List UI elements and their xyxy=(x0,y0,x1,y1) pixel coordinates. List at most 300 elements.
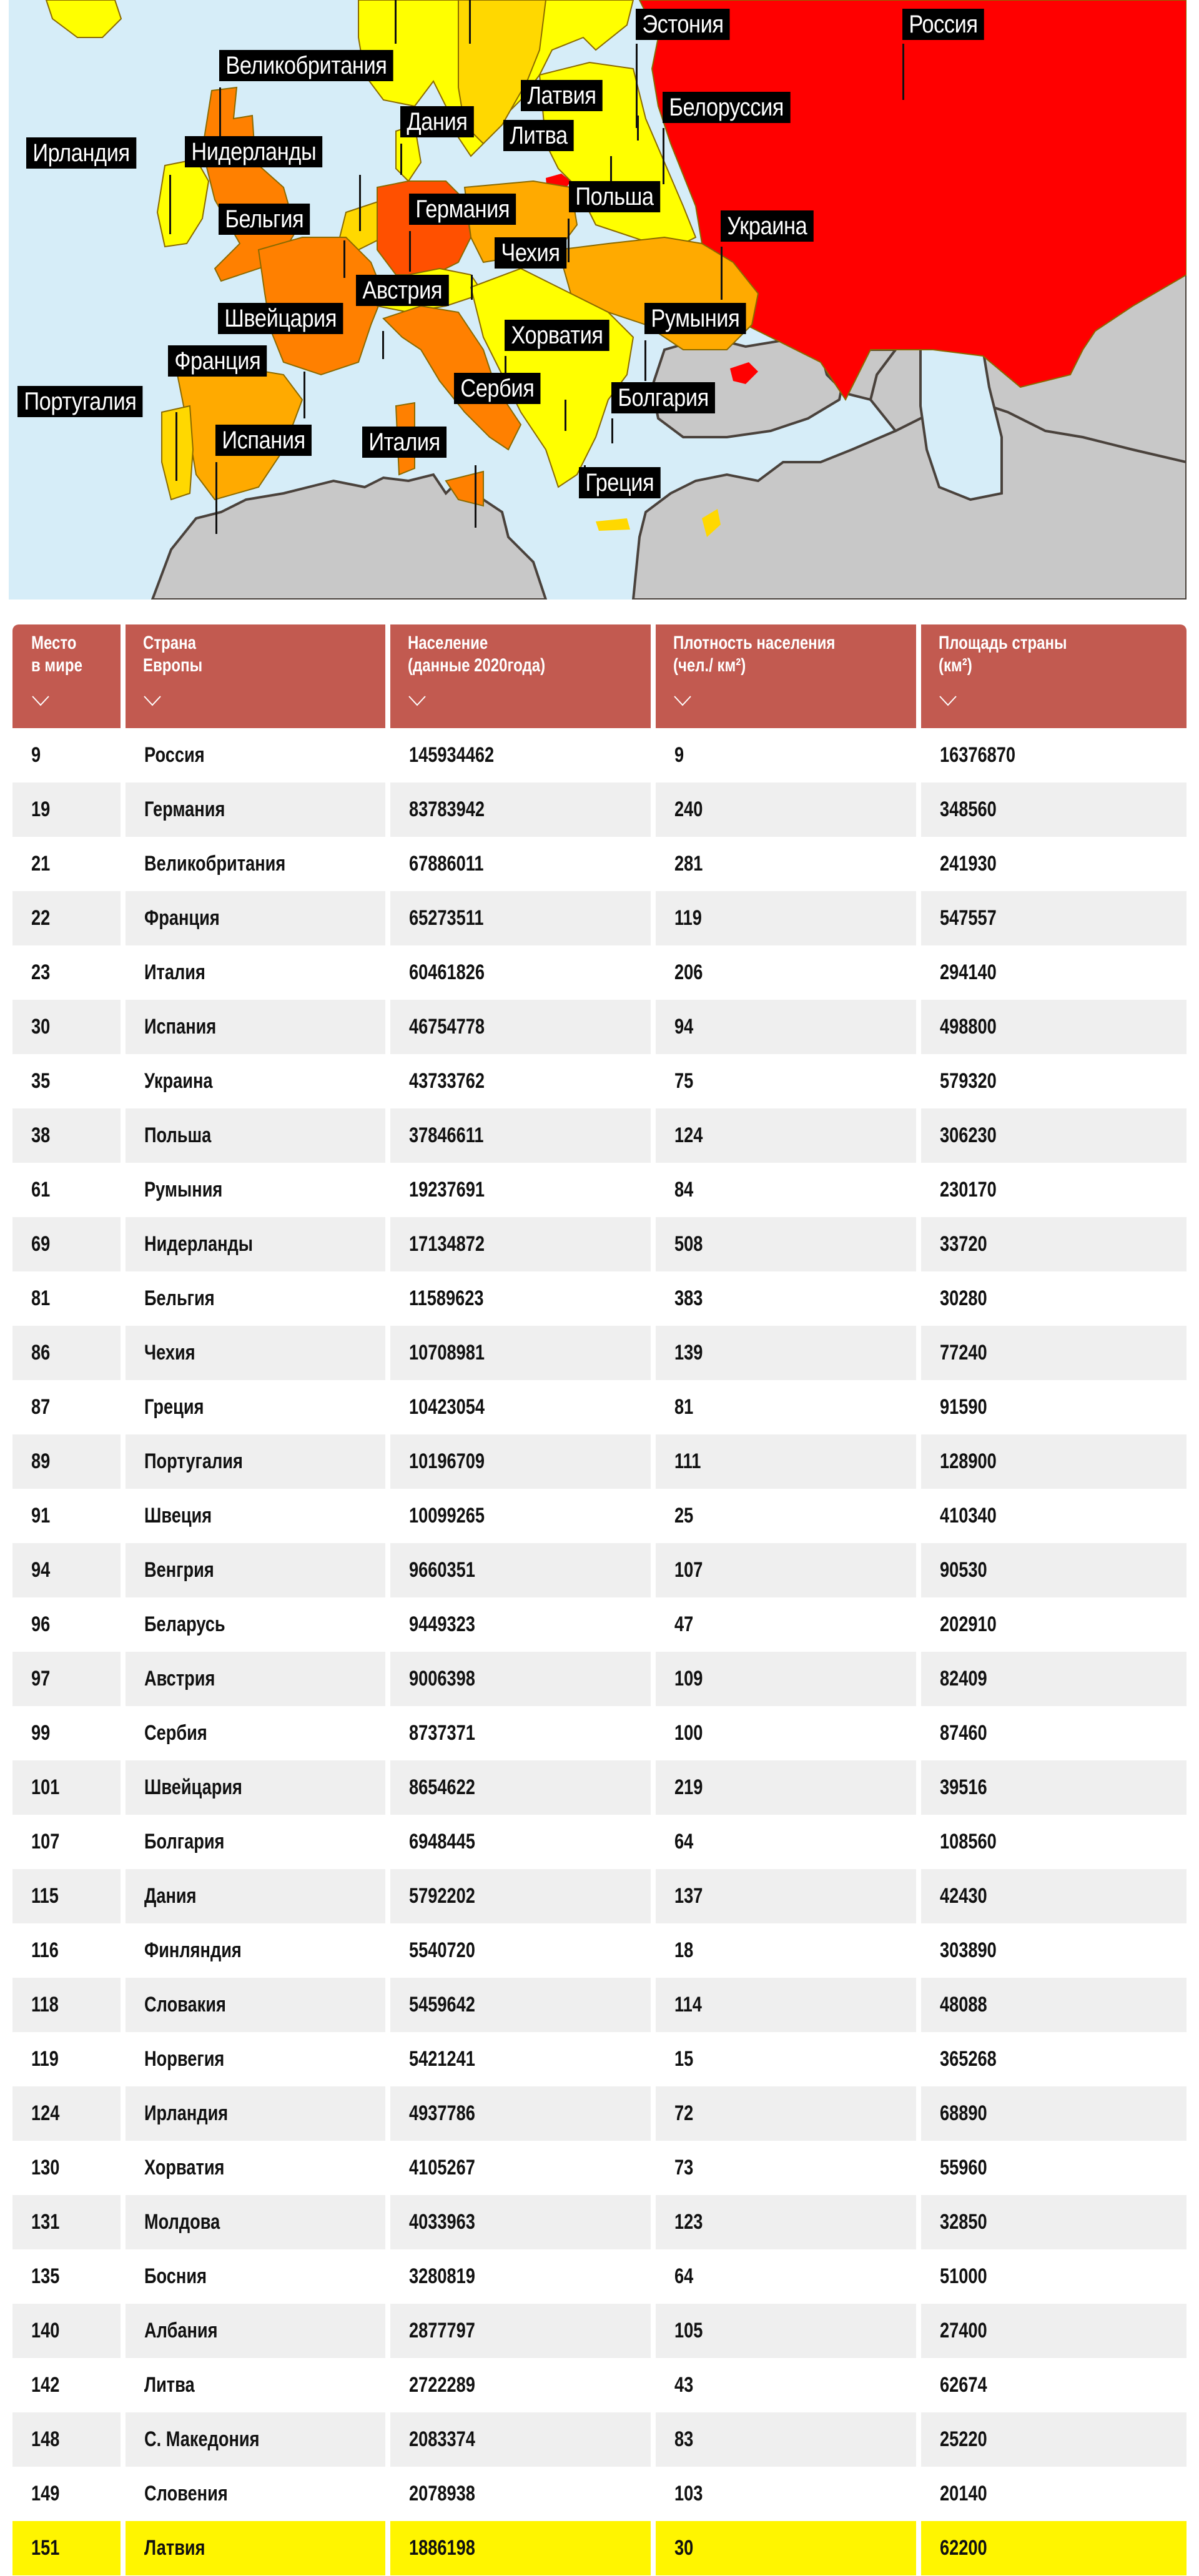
cell-density-text: 111 xyxy=(674,1449,701,1473)
cell-world-rank-text: 119 xyxy=(31,2047,59,2071)
cell-density xyxy=(656,891,916,945)
cell-density-text: 75 xyxy=(674,1069,694,1093)
cell-population-text: 67886011 xyxy=(409,852,484,876)
cell-world-rank-text: 140 xyxy=(31,2319,60,2342)
leader-line xyxy=(215,462,217,534)
table-row xyxy=(12,1326,1187,1380)
cell-density-text: 508 xyxy=(674,1232,703,1256)
leader-line xyxy=(395,0,397,44)
cell-density-text: 84 xyxy=(674,1178,694,1202)
cell-density-text: 105 xyxy=(674,2319,703,2342)
cell-population-text: 83783942 xyxy=(409,797,485,821)
cell-area-text: 294140 xyxy=(940,960,997,984)
leader-line xyxy=(469,0,471,44)
cell-population xyxy=(390,1108,651,1163)
table-row xyxy=(12,2521,1187,2575)
cell-population-text: 10708981 xyxy=(409,1341,485,1364)
cell-area xyxy=(921,2195,1187,2249)
cell-density-text: 64 xyxy=(674,2264,694,2288)
cell-area xyxy=(921,1434,1187,1489)
cell-country xyxy=(126,1543,385,1597)
cell-world-rank-text: 97 xyxy=(31,1667,51,1690)
cell-area xyxy=(921,1760,1187,1815)
header-label: в мире xyxy=(31,655,82,676)
cell-country xyxy=(126,1597,385,1652)
header-label: (данные 2020года) xyxy=(408,655,546,676)
cell-population xyxy=(390,782,651,837)
cell-area-text: 33720 xyxy=(940,1232,987,1256)
cell-density xyxy=(656,1271,916,1326)
cell-world-rank-text: 149 xyxy=(31,2482,60,2505)
cell-world-rank-text: 91 xyxy=(31,1504,51,1527)
cell-population xyxy=(390,2467,651,2521)
cell-density xyxy=(656,1652,916,1706)
cell-area-text: 108560 xyxy=(940,1830,997,1853)
cell-population xyxy=(390,2195,651,2249)
cell-density xyxy=(656,2141,916,2195)
cell-area xyxy=(921,1597,1187,1652)
cell-world-rank xyxy=(12,1923,121,1978)
cell-country-text: Испания xyxy=(144,1015,217,1039)
cell-country xyxy=(126,1163,385,1217)
cell-country xyxy=(126,891,385,945)
map-label-serbia: Сербия xyxy=(454,373,541,404)
cell-density xyxy=(656,2086,916,2141)
cell-area xyxy=(921,2467,1187,2521)
cell-population-text: 4937786 xyxy=(409,2101,475,2125)
cell-area xyxy=(921,1000,1187,1054)
cell-area-text: 20140 xyxy=(940,2482,987,2505)
cell-population xyxy=(390,2358,651,2412)
cell-country-text: Италия xyxy=(144,960,205,984)
cell-country xyxy=(126,2032,385,2086)
cell-area xyxy=(921,1326,1187,1380)
column-header-population[interactable] xyxy=(390,624,651,728)
cell-density-text: 18 xyxy=(674,1938,694,1962)
cell-country xyxy=(126,2412,385,2467)
map-label-poland: Польша xyxy=(569,181,660,212)
cell-area xyxy=(921,891,1187,945)
cell-country-text: Чехия xyxy=(144,1341,195,1364)
leader-line xyxy=(409,231,411,272)
cell-density-text: 9 xyxy=(674,743,684,767)
cell-country-text: Ирландия xyxy=(144,2101,229,2125)
cell-population xyxy=(390,728,651,782)
cell-country xyxy=(126,2195,385,2249)
cell-density-text: 83 xyxy=(674,2427,694,2451)
chevron-down-icon[interactable] xyxy=(408,694,427,707)
leader-line xyxy=(169,175,171,234)
cell-world-rank-text: 87 xyxy=(31,1395,51,1419)
cell-density-text: 100 xyxy=(674,1721,703,1745)
cell-world-rank xyxy=(12,1706,121,1760)
cell-area xyxy=(921,2304,1187,2358)
cell-world-rank-text: 30 xyxy=(31,1015,51,1039)
column-header-density[interactable] xyxy=(656,624,916,728)
map-label-ireland: Ирландия xyxy=(26,137,136,169)
cell-density xyxy=(656,1108,916,1163)
cell-population xyxy=(390,1054,651,1108)
column-header-world-rank[interactable] xyxy=(12,624,121,728)
table-row xyxy=(12,1597,1187,1652)
header-label: Население xyxy=(408,633,488,653)
cell-area xyxy=(921,1489,1187,1543)
cell-population xyxy=(390,1597,651,1652)
cell-country xyxy=(126,2467,385,2521)
table-row xyxy=(12,2412,1187,2467)
cell-population xyxy=(390,1000,651,1054)
cell-population xyxy=(390,2412,651,2467)
cell-population xyxy=(390,1163,651,1217)
cell-world-rank xyxy=(12,1000,121,1054)
leader-line xyxy=(902,44,904,100)
cell-area xyxy=(921,1923,1187,1978)
cell-population xyxy=(390,2249,651,2304)
leader-line xyxy=(610,156,612,184)
cell-density-text: 64 xyxy=(674,1830,694,1853)
cell-country-text: Бельгия xyxy=(144,1286,215,1310)
cell-area xyxy=(921,1869,1187,1923)
cell-area xyxy=(921,2086,1187,2141)
cell-country xyxy=(126,1434,385,1489)
cell-world-rank-text: 116 xyxy=(31,1938,59,1962)
table-row xyxy=(12,1869,1187,1923)
cell-population-text: 37846611 xyxy=(409,1123,484,1147)
cell-world-rank xyxy=(12,2521,121,2575)
cell-country xyxy=(126,1489,385,1543)
cell-population xyxy=(390,1815,651,1869)
cell-world-rank xyxy=(12,2195,121,2249)
header-label: Площадь страны xyxy=(939,633,1067,653)
cell-population xyxy=(390,1652,651,1706)
cell-world-rank-text: 131 xyxy=(31,2210,60,2234)
cell-area xyxy=(921,782,1187,837)
cell-area-text: 51000 xyxy=(940,2264,987,2288)
cell-area-text: 128900 xyxy=(940,1449,997,1473)
cell-density-text: 25 xyxy=(674,1504,694,1527)
table-row xyxy=(12,1217,1187,1271)
table-row xyxy=(12,2032,1187,2086)
cell-population xyxy=(390,891,651,945)
table-row xyxy=(12,1054,1187,1108)
cell-country-text: Литва xyxy=(144,2373,195,2397)
cell-area xyxy=(921,1815,1187,1869)
table-row xyxy=(12,2249,1187,2304)
table-row xyxy=(12,1543,1187,1597)
cell-country-text: Норвегия xyxy=(144,2047,225,2071)
cell-density xyxy=(656,2304,916,2358)
cell-world-rank xyxy=(12,1489,121,1543)
cell-population-text: 10099265 xyxy=(409,1504,485,1527)
cell-density xyxy=(656,1326,916,1380)
leader-line xyxy=(475,465,476,528)
table-row xyxy=(12,1652,1187,1706)
leader-line xyxy=(644,340,646,381)
cell-density xyxy=(656,1163,916,1217)
population-table xyxy=(12,624,1187,2575)
cell-area-text: 55960 xyxy=(940,2156,987,2179)
cell-country-text: Словакия xyxy=(144,1993,226,2016)
map-label-belarus: Белоруссия xyxy=(663,92,790,123)
cell-area xyxy=(921,2141,1187,2195)
table-row xyxy=(12,1706,1187,1760)
table-row xyxy=(12,1923,1187,1978)
map-label-austria: Австрия xyxy=(356,275,448,306)
cell-area-text: 27400 xyxy=(940,2319,987,2342)
header-label: (чел./ км²) xyxy=(673,655,746,676)
chevron-down-icon[interactable] xyxy=(673,694,692,707)
cell-world-rank-text: 38 xyxy=(31,1123,51,1147)
cell-world-rank xyxy=(12,1380,121,1434)
cell-density-text: 119 xyxy=(674,906,702,930)
cell-country-text: Польша xyxy=(144,1123,212,1147)
cell-area-text: 25220 xyxy=(940,2427,987,2451)
cell-area xyxy=(921,2032,1187,2086)
cell-population xyxy=(390,1978,651,2032)
cell-country xyxy=(126,1869,385,1923)
iceland-region xyxy=(46,0,121,37)
table-row xyxy=(12,2304,1187,2358)
column-header-area[interactable] xyxy=(921,624,1187,728)
cell-population-text: 1886198 xyxy=(409,2536,475,2560)
table-row xyxy=(12,2195,1187,2249)
cell-world-rank xyxy=(12,2086,121,2141)
leader-line xyxy=(568,219,570,262)
cell-population-text: 2722289 xyxy=(409,2373,475,2397)
cell-population-text: 5459642 xyxy=(409,1993,475,2016)
table-row xyxy=(12,1489,1187,1543)
cell-density xyxy=(656,1543,916,1597)
cell-population xyxy=(390,2032,651,2086)
europe-population-map xyxy=(9,0,1187,600)
cell-density xyxy=(656,782,916,837)
map-label-czechia: Чехия xyxy=(495,237,566,269)
table-row xyxy=(12,1271,1187,1326)
cell-world-rank-text: 151 xyxy=(31,2536,60,2560)
cell-country-text: Германия xyxy=(144,797,225,821)
table-row xyxy=(12,1380,1187,1434)
leader-line xyxy=(359,175,361,231)
cell-world-rank xyxy=(12,891,121,945)
cell-population-text: 2083374 xyxy=(409,2427,475,2451)
cell-country xyxy=(126,2141,385,2195)
cell-world-rank xyxy=(12,1271,121,1326)
cell-country-text: Россия xyxy=(144,743,205,767)
cell-population xyxy=(390,1326,651,1380)
cell-area-text: 62200 xyxy=(940,2536,987,2560)
map-label-germany: Германия xyxy=(409,194,516,225)
cell-population xyxy=(390,2141,651,2195)
cell-population-text: 2877797 xyxy=(409,2319,475,2342)
cell-world-rank xyxy=(12,2141,121,2195)
cell-country xyxy=(126,728,385,782)
cell-density xyxy=(656,1706,916,1760)
cell-country-text: Украина xyxy=(144,1069,213,1093)
map-label-estonia: Эстония xyxy=(636,9,730,40)
cell-world-rank xyxy=(12,1597,121,1652)
cell-country xyxy=(126,1923,385,1978)
cell-area-text: 202910 xyxy=(940,1612,997,1636)
cell-country-text: Финляндия xyxy=(144,1938,242,1962)
cell-world-rank xyxy=(12,728,121,782)
cell-country-text: Греция xyxy=(144,1395,204,1419)
map-label-bulgaria: Болгария xyxy=(611,382,715,413)
cell-density-text: 43 xyxy=(674,2373,694,2397)
header-label: (км²) xyxy=(939,655,972,676)
cell-population-text: 9006398 xyxy=(409,1667,475,1690)
cell-country-text: Швейцария xyxy=(144,1775,242,1799)
cell-world-rank xyxy=(12,1652,121,1706)
cell-world-rank-text: 94 xyxy=(31,1558,51,1582)
cell-density xyxy=(656,1000,916,1054)
cell-density xyxy=(656,945,916,1000)
cell-population-text: 60461826 xyxy=(409,960,485,984)
cell-density-text: 81 xyxy=(674,1395,694,1419)
cell-area-text: 306230 xyxy=(940,1123,997,1147)
cell-area xyxy=(921,1978,1187,2032)
portugal-region xyxy=(162,406,193,500)
cell-area xyxy=(921,1543,1187,1597)
cell-area-text: 32850 xyxy=(940,2210,987,2234)
map-label-spain: Испания xyxy=(215,425,312,456)
cell-area xyxy=(921,728,1187,782)
cell-population-text: 3280819 xyxy=(409,2264,475,2288)
table-body xyxy=(12,728,1187,2575)
cell-population-text: 9449323 xyxy=(409,1612,475,1636)
map-label-italy: Италия xyxy=(362,427,447,458)
leader-line xyxy=(565,400,566,431)
cell-area-text: 348560 xyxy=(940,797,997,821)
cell-population xyxy=(390,1271,651,1326)
cell-world-rank-text: 19 xyxy=(31,797,51,821)
cell-world-rank-text: 142 xyxy=(31,2373,60,2397)
cell-world-rank-text: 130 xyxy=(31,2156,60,2179)
cell-density-text: 240 xyxy=(674,797,703,821)
cell-population xyxy=(390,2086,651,2141)
cell-area-text: 241930 xyxy=(940,852,997,876)
cell-world-rank-text: 135 xyxy=(31,2264,60,2288)
cell-world-rank-text: 86 xyxy=(31,1341,51,1364)
cell-world-rank xyxy=(12,2249,121,2304)
cell-population-text: 17134872 xyxy=(409,1232,485,1256)
cell-world-rank-text: 107 xyxy=(31,1830,60,1853)
cell-area xyxy=(921,1217,1187,1271)
crete-region xyxy=(596,518,630,531)
table-row xyxy=(12,891,1187,945)
cell-density xyxy=(656,1054,916,1108)
cell-world-rank-text: 35 xyxy=(31,1069,51,1093)
cell-density xyxy=(656,1869,916,1923)
cell-density xyxy=(656,1380,916,1434)
header-label: Место xyxy=(31,633,77,653)
chevron-down-icon[interactable] xyxy=(31,694,50,707)
table-row xyxy=(12,1163,1187,1217)
table-row xyxy=(12,2086,1187,2141)
cell-country xyxy=(126,1271,385,1326)
cell-density xyxy=(656,1489,916,1543)
table-row xyxy=(12,1000,1187,1054)
cell-area xyxy=(921,2521,1187,2575)
map-label-ukraine: Украина xyxy=(721,210,814,242)
cell-population-text: 5792202 xyxy=(409,1884,475,1908)
cell-country xyxy=(126,1380,385,1434)
cell-world-rank xyxy=(12,837,121,891)
cell-population xyxy=(390,2304,651,2358)
cell-world-rank-text: 89 xyxy=(31,1449,51,1473)
cell-country xyxy=(126,1760,385,1815)
cell-population-text: 145934462 xyxy=(409,743,495,767)
cell-country xyxy=(126,1054,385,1108)
cell-country-text: Португалия xyxy=(144,1449,243,1473)
cell-population-text: 43733762 xyxy=(409,1069,485,1093)
cell-area-text: 87460 xyxy=(940,1721,987,1745)
cell-population xyxy=(390,837,651,891)
cell-density xyxy=(656,728,916,782)
cell-population xyxy=(390,1489,651,1543)
leader-line xyxy=(611,418,613,443)
cell-density-text: 281 xyxy=(674,852,703,876)
cell-country xyxy=(126,2521,385,2575)
cell-density xyxy=(656,1597,916,1652)
cell-area xyxy=(921,1652,1187,1706)
cell-population-text: 8654622 xyxy=(409,1775,475,1799)
table-header-row xyxy=(12,624,1187,728)
cell-country-text: Молдова xyxy=(144,2210,220,2234)
cell-area xyxy=(921,1163,1187,1217)
cell-world-rank xyxy=(12,1815,121,1869)
cell-country xyxy=(126,1326,385,1380)
map-label-greece: Греция xyxy=(579,467,661,498)
cell-population xyxy=(390,1543,651,1597)
cell-area xyxy=(921,1271,1187,1326)
cell-area-text: 579320 xyxy=(940,1069,997,1093)
leader-line xyxy=(219,87,221,137)
cell-area xyxy=(921,1706,1187,1760)
cell-density xyxy=(656,1923,916,1978)
leader-line xyxy=(471,275,473,300)
cell-density-text: 114 xyxy=(674,1993,702,2016)
column-header-country[interactable] xyxy=(126,624,385,728)
cell-area xyxy=(921,1108,1187,1163)
cell-population xyxy=(390,1706,651,1760)
cell-area-text: 30280 xyxy=(940,1286,987,1310)
chevron-down-icon[interactable] xyxy=(143,694,162,707)
cell-density-text: 139 xyxy=(674,1341,703,1364)
cell-area xyxy=(921,945,1187,1000)
cell-population-text: 5421241 xyxy=(409,2047,475,2071)
map-label-france: Франция xyxy=(168,345,267,377)
chevron-down-icon[interactable] xyxy=(939,694,957,707)
cell-world-rank-text: 96 xyxy=(31,1612,51,1636)
cell-density-text: 15 xyxy=(674,2047,694,2071)
cell-population-text: 8737371 xyxy=(409,1721,475,1745)
leader-line xyxy=(663,128,664,184)
cell-density xyxy=(656,2195,916,2249)
cell-country xyxy=(126,2249,385,2304)
map-label-switzerland: Швейцария xyxy=(218,303,343,334)
cell-world-rank-text: 69 xyxy=(31,1232,51,1256)
cell-population-text: 19237691 xyxy=(409,1178,485,1202)
cell-area xyxy=(921,1054,1187,1108)
cell-population-text: 10423054 xyxy=(409,1395,485,1419)
cell-world-rank xyxy=(12,2412,121,2467)
cell-population-text: 65273511 xyxy=(409,906,484,930)
cell-density-text: 107 xyxy=(674,1558,703,1582)
cell-population-text: 2078938 xyxy=(409,2482,475,2505)
cell-area xyxy=(921,2358,1187,2412)
cell-density-text: 123 xyxy=(674,2210,703,2234)
cell-density xyxy=(656,2249,916,2304)
